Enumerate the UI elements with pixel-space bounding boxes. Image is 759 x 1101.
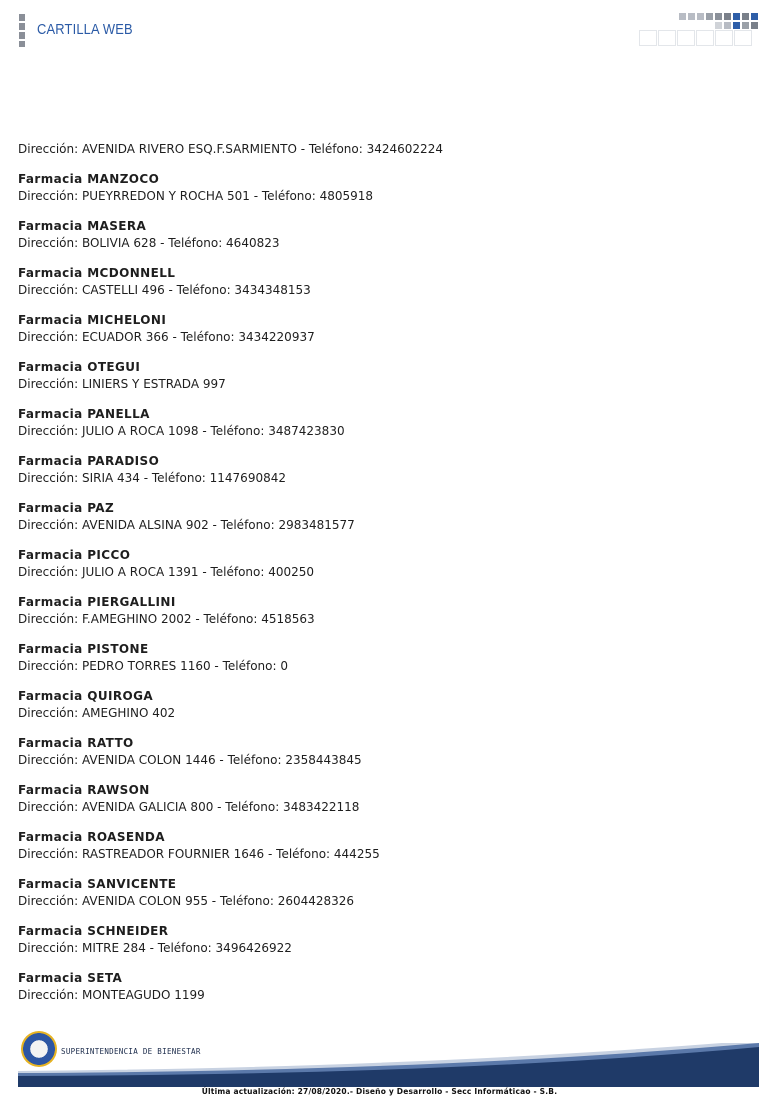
pharmacy-name-value: PANELLA: [87, 407, 150, 421]
pharmacy-label: Farmacia: [18, 689, 83, 703]
pharmacy-name: [18, 970, 738, 987]
pharmacy-entry: [18, 688, 738, 722]
pharmacy-label: Farmacia: [18, 501, 83, 515]
pharmacy-entries: [18, 171, 738, 1004]
pharmacy-entry: [18, 594, 738, 628]
pharmacy-label: Farmacia: [18, 266, 83, 280]
pharmacy-name-value: RATTO: [87, 736, 134, 750]
pharmacy-name-value: MANZOCO: [87, 172, 160, 186]
pharmacy-name: [18, 688, 738, 705]
header-accent-bar: [19, 14, 25, 47]
pharmacy-entry: [18, 218, 738, 252]
pharmacy-name-value: OTEGUI: [87, 360, 141, 374]
page-footer: [0, 1025, 759, 1101]
pharmacy-name: [18, 453, 738, 470]
pharmacy-label: Farmacia: [18, 454, 83, 468]
pharmacy-name: [18, 171, 738, 188]
pharmacy-address: Dirección: CASTELLI 496 - Teléfono: 3434348153: [18, 283, 311, 297]
pharmacy-entry: [18, 829, 738, 863]
pharmacy-address: Dirección: ECUADOR 366 - Teléfono: 3434220937: [18, 330, 315, 344]
pharmacy-name-value: ROASENDA: [87, 830, 165, 844]
pharmacy-entry: [18, 970, 738, 1004]
pharmacy-label: Farmacia: [18, 877, 83, 891]
pharmacy-name: [18, 547, 738, 564]
pharmacy-name: [18, 735, 738, 752]
pharmacy-name-value: MICHELONI: [87, 313, 167, 327]
pharmacy-entry: [18, 735, 738, 769]
pharmacy-entry: [18, 359, 738, 393]
pharmacy-name-value: PICCO: [87, 548, 131, 562]
pharmacy-name: [18, 641, 738, 658]
pharmacy-name: [18, 500, 738, 517]
pharmacy-entry: [18, 876, 738, 910]
pharmacy-name: [18, 218, 738, 235]
pharmacy-name: [18, 782, 738, 799]
continued-address: Dirección: AVENIDA RIVERO ESQ.F.SARMIENTO - Teléfono: 3424602224: [18, 142, 443, 156]
pharmacy-name-value: PARADISO: [87, 454, 160, 468]
pharmacy-label: Farmacia: [18, 783, 83, 797]
pharmacy-entry: [18, 312, 738, 346]
pharmacy-name: [18, 406, 738, 423]
pharmacy-name-value: MASERA: [87, 219, 147, 233]
pharmacy-address: Dirección: AVENIDA GALICIA 800 - Teléfono: 3483422118: [18, 800, 360, 814]
pharmacy-address: Dirección: PUEYRREDON Y ROCHA 501 - Teléfono: 4805918: [18, 189, 374, 203]
pharmacy-entry: [18, 923, 738, 957]
pharmacy-label: Farmacia: [18, 595, 83, 609]
pharmacy-entry: [18, 782, 738, 816]
pharmacy-entry: [18, 547, 738, 581]
pharmacy-label: Farmacia: [18, 219, 83, 233]
pharmacy-address: Dirección: JULIO A ROCA 1098 - Teléfono: 3487423830: [18, 424, 345, 438]
pharmacy-name: [18, 876, 738, 893]
pharmacy-address: Dirección: AVENIDA COLON 955 - Teléfono: 2604428326: [18, 894, 355, 908]
pharmacy-address: Dirección: AMEGHINO 402: [18, 706, 176, 720]
header-decoration: [639, 10, 759, 48]
pharmacy-address: Dirección: F.AMEGHINO 2002 - Teléfono: 4518563: [18, 612, 315, 626]
pharmacy-label: Farmacia: [18, 360, 83, 374]
pharmacy-list: [18, 141, 738, 1017]
pharmacy-name-value: MCDONNELL: [87, 266, 176, 280]
seal-logo-icon: [21, 1031, 57, 1067]
page-header: [0, 0, 759, 60]
pharmacy-entry: [18, 171, 738, 205]
pharmacy-name-value: PIERGALLINI: [87, 595, 176, 609]
pharmacy-label: Farmacia: [18, 971, 83, 985]
pharmacy-name: [18, 359, 738, 376]
pharmacy-address: Dirección: PEDRO TORRES 1160 - Teléfono: 0: [18, 659, 288, 673]
pharmacy-address: Dirección: JULIO A ROCA 1391 - Teléfono: 400250: [18, 565, 315, 579]
pharmacy-address: Dirección: MONTEAGUDO 1199: [18, 988, 205, 1002]
page-title: CARTILLA WEB: [37, 21, 133, 38]
pharmacy-entry: [18, 641, 738, 675]
pharmacy-address: Dirección: MITRE 284 - Teléfono: 3496426922: [18, 941, 292, 955]
pharmacy-name-value: RAWSON: [87, 783, 150, 797]
pharmacy-label: Farmacia: [18, 830, 83, 844]
pharmacy-name: [18, 594, 738, 611]
pharmacy-name: [18, 829, 738, 846]
pharmacy-label: Farmacia: [18, 924, 83, 938]
pharmacy-address: Dirección: AVENIDA COLON 1446 - Teléfono: 2358443845: [18, 753, 362, 767]
pharmacy-label: Farmacia: [18, 407, 83, 421]
org-name: SUPERINTENDENCIA DE BIENESTAR: [61, 1047, 201, 1056]
pharmacy-label: Farmacia: [18, 172, 83, 186]
pharmacy-name: [18, 312, 738, 329]
pharmacy-label: Farmacia: [18, 736, 83, 750]
pharmacy-entry: [18, 406, 738, 440]
pharmacy-address: Dirección: BOLIVIA 628 - Teléfono: 4640823: [18, 236, 280, 250]
pharmacy-name-value: SCHNEIDER: [87, 924, 169, 938]
pharmacy-address: Dirección: LINIERS Y ESTRADA 997: [18, 377, 226, 391]
pharmacy-name: [18, 265, 738, 282]
pharmacy-entry: [18, 265, 738, 299]
pharmacy-entry: [18, 453, 738, 487]
pharmacy-name: [18, 923, 738, 940]
pharmacy-name-value: PAZ: [87, 501, 115, 515]
pharmacy-entry: [18, 500, 738, 534]
pharmacy-label: Farmacia: [18, 313, 83, 327]
pharmacy-label: Farmacia: [18, 548, 83, 562]
pharmacy-name-value: SANVICENTE: [87, 877, 177, 891]
pharmacy-name-value: SETA: [87, 971, 123, 985]
pharmacy-label: Farmacia: [18, 642, 83, 656]
pharmacy-address: Dirección: AVENIDA ALSINA 902 - Teléfono: 2983481577: [18, 518, 355, 532]
pharmacy-address: Dirección: SIRIA 434 - Teléfono: 1147690842: [18, 471, 286, 485]
pharmacy-name-value: PISTONE: [87, 642, 149, 656]
update-info: Última actualización: 27/08/2020.- Diseño y Desarrollo - Secc Informáticao - S.B.: [201, 1087, 558, 1096]
pharmacy-name-value: QUIROGA: [87, 689, 154, 703]
pharmacy-address: Dirección: RASTREADOR FOURNIER 1646 - Teléfono: 444255: [18, 847, 380, 861]
